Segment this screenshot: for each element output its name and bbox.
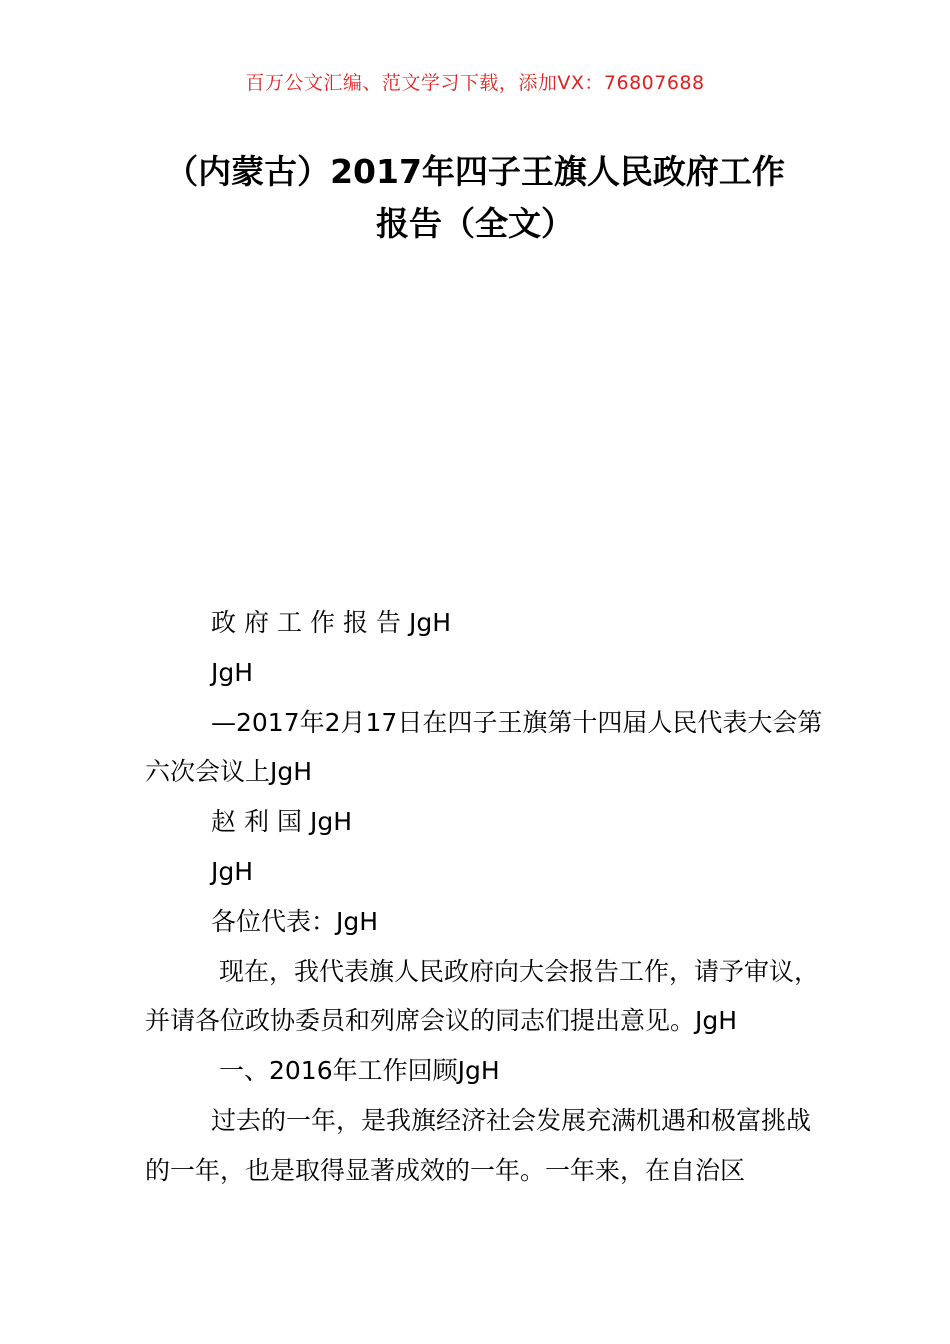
speaker-name-tail: JgH (310, 807, 353, 837)
intro-paragraph: 现在，我代表旗人民政府向大会报告工作，请予审议，并请各位政协委员和列席会议的同志们提出意见。JgH (145, 956, 820, 1036)
blank-line-1: JgH (211, 657, 254, 687)
speaker-name (145, 797, 835, 847)
blank-line-2: JgH (211, 856, 254, 886)
section1-heading-text: 一、2016年工作回顾 (219, 1056, 458, 1086)
salutation: 各位代表：JgH (211, 906, 379, 936)
date-line: —2017年2月17日在四子王旗第十四届人民代表大会第六次会议上JgH (145, 707, 823, 787)
speaker-name-text: 赵利国 (211, 807, 311, 837)
report-label-text: 政府工作报告 (211, 608, 410, 637)
document-body (145, 598, 835, 1196)
report-label (145, 598, 835, 648)
title-line-2: 报告（全文） (376, 204, 574, 243)
title-line-1: （内蒙古）2017年四子王旗人民政府工作 (165, 152, 785, 191)
section1-heading (145, 1046, 835, 1096)
document-title (130, 146, 820, 250)
section1-paragraph: 过去的一年，是我旗经济社会发展充满机遇和极富挑战的一年，也是取得显著成效的一年。一年来，在自治区 (145, 1105, 812, 1185)
watermark-header: 百万公文汇编、范文学习下载，添加VX：76807688 (245, 72, 705, 94)
section1-heading-tail: JgH (457, 1056, 500, 1086)
report-label-tail: JgH (409, 608, 452, 637)
